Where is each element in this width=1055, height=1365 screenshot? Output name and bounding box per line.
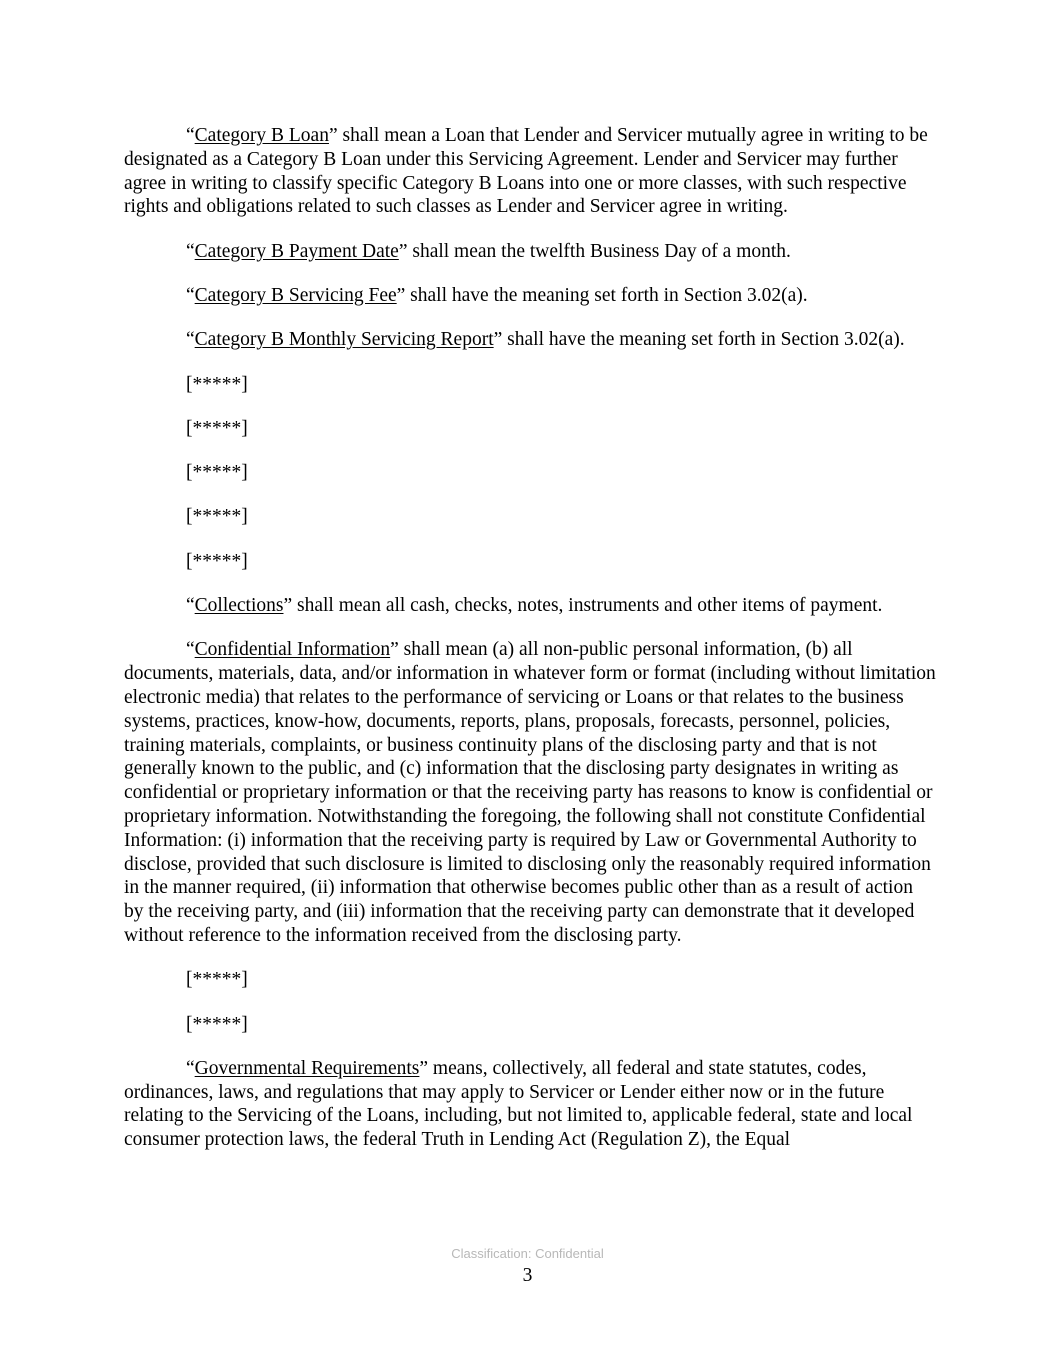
open-quote: “ (186, 595, 195, 617)
redacted-text: [*****] (186, 969, 248, 991)
definition-category-b-loan (124, 124, 936, 219)
definition-category-b-servicing-fee (124, 284, 936, 308)
redacted-text: [*****] (186, 373, 248, 395)
open-quote: “ (186, 240, 195, 262)
defined-term: Category B Monthly Servicing Report (194, 329, 494, 351)
defined-term: Collections (194, 595, 284, 617)
defined-term: Category B Loan (194, 125, 329, 146)
definition-collections (124, 594, 936, 618)
definition-text: ” shall have the meaning set forth in Section 3.02(a). (396, 284, 808, 306)
page-number: 3 (522, 1265, 533, 1286)
definition-text: ” shall mean all cash, checks, notes, instruments and other items of payment. (283, 595, 883, 617)
open-quote: “ (186, 125, 195, 146)
classification-label: Classification: Confidential (451, 1246, 604, 1261)
definition-category-b-monthly-servicing-report (124, 328, 936, 352)
defined-term: Category B Payment Date (194, 240, 399, 262)
redacted-text: [*****] (186, 550, 248, 572)
redacted-text: [*****] (186, 1013, 248, 1035)
redacted-text: [*****] (186, 506, 248, 528)
definition-text: ” means, collectively, all federal and state statutes, codes, ordinances, laws, and regulations that may apply to Servicer or Lender either now or in the future relating to the Servicing of the Loans, including, but not limited to, applicable federal, state and local consumer protection laws, the federal Truth in Lending Act (Regulation Z), the Equal (124, 1057, 913, 1151)
definition-text: ” shall mean the twelfth Business Day of a month. (398, 240, 791, 262)
open-quote: “ (186, 1057, 195, 1079)
defined-term: Governmental Requirements (194, 1057, 420, 1079)
open-quote: “ (186, 639, 195, 661)
open-quote: “ (186, 284, 195, 306)
definition-governmental-requirements (124, 1057, 936, 1152)
defined-term: Category B Servicing Fee (194, 284, 397, 306)
open-quote: “ (186, 329, 195, 351)
defined-term: Confidential Information (194, 639, 391, 661)
definition-text: ” shall mean a Loan that Lender and Servicer mutually agree in writing to be designated as a Category B Loan under this Servicing Agreement. Lender and Servicer may further agree in writing to classify specific Category B Loans into one or more classes, with such respective rights and obligations related to such classes as Lender and Servicer agree in writing. (124, 125, 928, 218)
definition-text: ” shall have the meaning set forth in Section 3.02(a). (493, 329, 905, 351)
page-footer (0, 1246, 1055, 1288)
definition-confidential-information (124, 638, 936, 947)
definition-text: ” shall mean (a) all non-public personal information, (b) all documents, materials, data, and/or information in whatever form or format (including without limitation electronic media) that relates to the performance of servicing or Loans or that relates to the business systems, practices, know-how, documents, reports, plans, proposals, forecasts, personnel, policies, training materials, complaints, or business continuity plans of the disclosing party and that is not generally known to the public, and (c) information that the disclosing party designates in writing as confidential or proprietary information or that the receiving party has reasons to know is confidential or proprietary information. Notwithstanding the foregoing, the following shall not constitute Confidential Information: (i) information that the receiving party is required by Law or Governmental Authority to disclose, provided that such disclosure is limited to disclosing only the reasonably required information in the manner required, (ii) information that otherwise becomes public other than as a result of action by the receiving party, and (iii) information that the receiving party can demonstrate that it developed without reference to the information received from the disclosing party. (124, 639, 936, 946)
redacted-text: [*****] (186, 417, 248, 439)
redacted-text: [*****] (186, 462, 248, 484)
definition-category-b-payment-date (124, 240, 936, 264)
page-body (124, 124, 936, 1173)
